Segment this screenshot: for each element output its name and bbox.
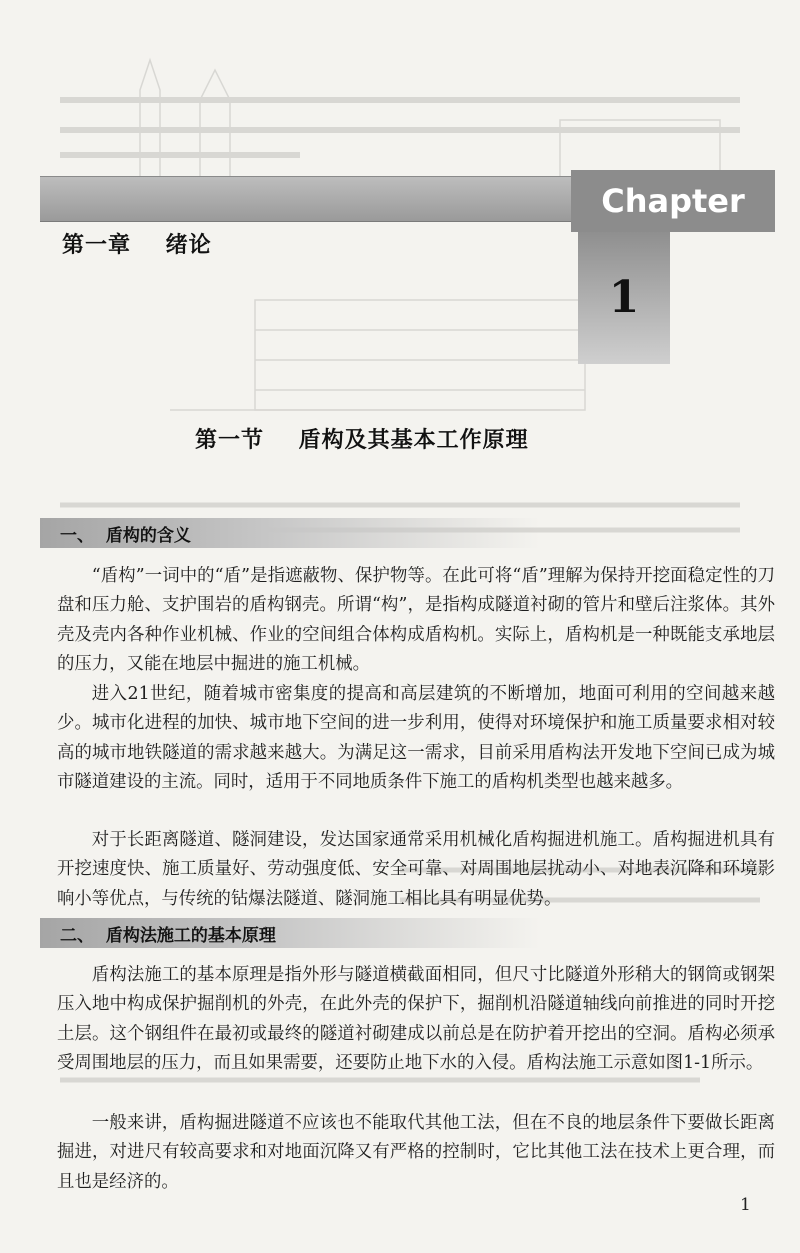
section-title: 第一节 盾构及其基本工作原理	[195, 427, 529, 453]
subsection-heading-label: 一、 盾构的含义	[60, 526, 191, 546]
paragraph-4: 盾构法施工的基本原理是指外形与隧道横截面相同，但尺寸比隧道外形稍大的钢筒或钢架压入地中构成保护掘削机的外壳，在此外壳的保护下，掘削机沿隧道轴线向前推进的同时开挖土层。这个钢组件在最初或最终的隧道衬砌建成以前总是在防护着开挖出的空洞。盾构必须承受周围地层的压力，而且如果需要，还要防止地下水的入侵。盾构法施工示意如图1-1所示。	[57, 965, 775, 1073]
paragraph-3: 对于长距离隧道、隧洞建设，发达国家通常采用机械化盾构掘进机施工。盾构掘进机具有开挖速度快、施工质量好、劳动强度低、安全可靠、对周围地层扰动小、对地表沉降和环境影响小等优点，与传统的钻爆法隧道、隧洞施工相比具有明显优势。	[57, 830, 775, 909]
chapter-title: 第一章 绪论	[62, 233, 212, 258]
paragraph-5: 一般来讲，盾构掘进隧道不应该也不能取代其他工法，但在不良的地层条件下要做长距离掘进，对进尺有较高要求和对地面沉降又有严格的控制时，它比其他工法在技术上更合理，而且也是经济的。	[57, 1113, 775, 1192]
chapter-banner-bar	[40, 176, 592, 222]
paragraph-2: 进入21世纪，随着城市密集度的提高和高层建筑的不断增加，地面可利用的空间越来越少。城市化进程的加快、城市地下空间的进一步利用，使得对环境保护和施工质量要求相对较高的城市地铁隧道的需求越来越大。为满足这一需求，目前采用盾构法开发地下空间已成为城市隧道建设的主流。同时，适用于不同地质条件下施工的盾构机类型也越来越多。	[57, 684, 775, 792]
subsection-heading-2	[40, 918, 540, 948]
subsection-heading-1	[40, 518, 540, 548]
subsection-heading-label: 二、 盾构法施工的基本原理	[60, 926, 276, 946]
chapter-number: 1	[608, 272, 640, 323]
paragraph-1: “盾构”一词中的“盾”是指遮蔽物、保护物等。在此可将“盾”理解为保持开挖面稳定性的刀盘和压力舱、支护围岩的盾构钢壳。所谓“构”，是指构成隧道衬砌的管片和壁后注浆体。其外壳及壳内各种作业机械、作业的空间组合体构成盾构机。实际上，盾构机是一种既能支承地层的压力，又能在地层中掘进的施工机械。	[57, 566, 775, 674]
page-number: 1	[740, 1195, 751, 1215]
chapter-label: Chapter	[601, 182, 745, 220]
